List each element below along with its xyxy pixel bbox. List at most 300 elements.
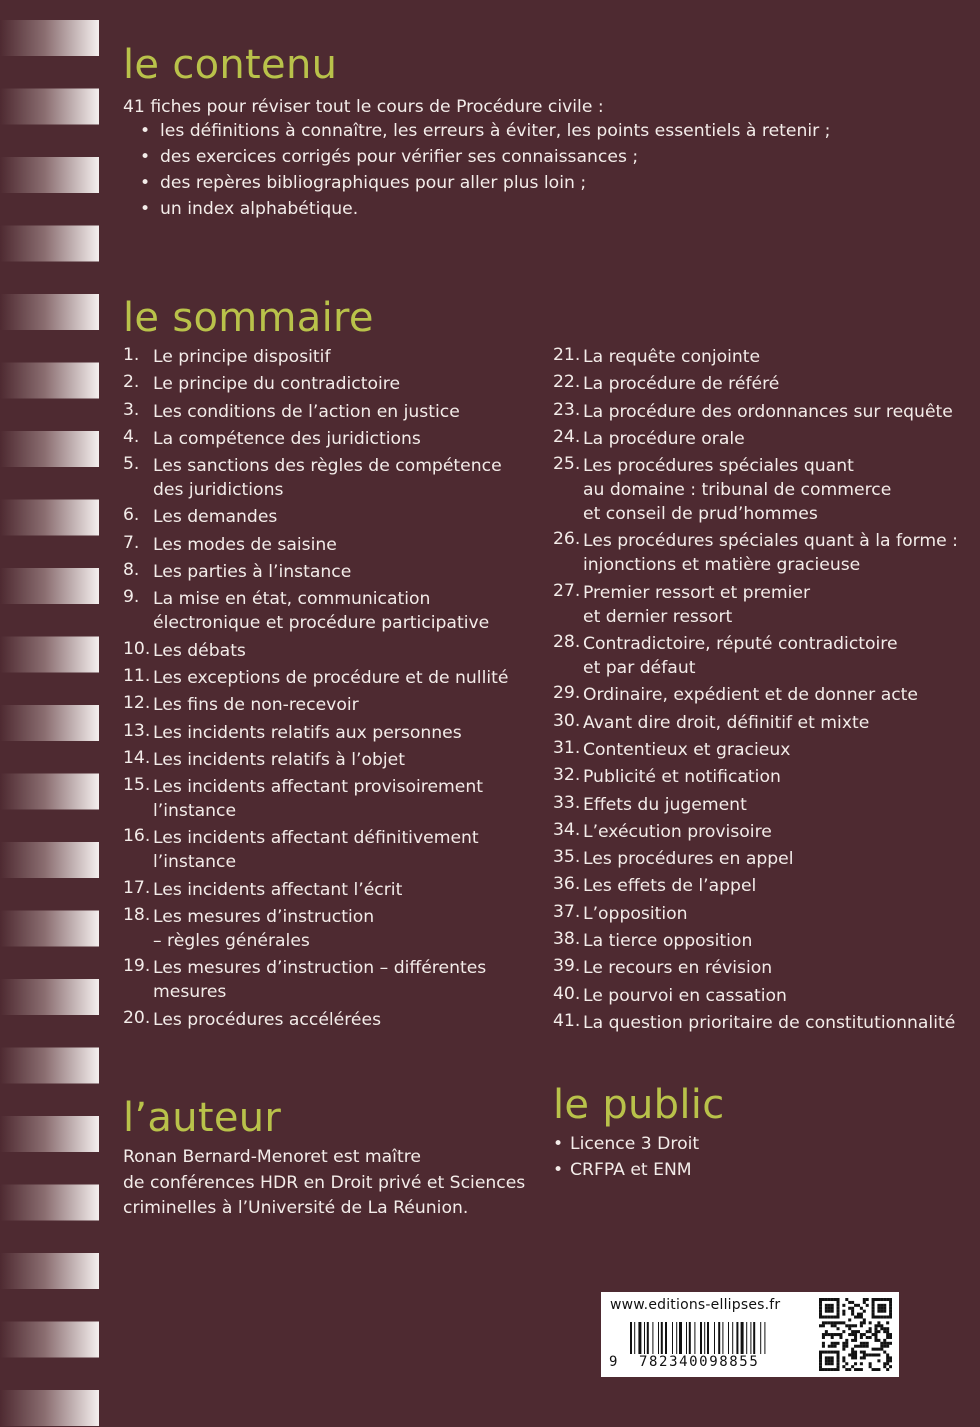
qr-module [837, 1307, 840, 1310]
qr-module [883, 1351, 886, 1354]
qr-module [883, 1298, 886, 1301]
toc-title-line: La procédure de référé [583, 374, 780, 395]
toc-title-line: Les sanctions des règles de compétence [153, 456, 502, 477]
qr-module [834, 1333, 837, 1336]
qr-module [883, 1327, 886, 1330]
qr-module [837, 1342, 840, 1345]
qr-module [825, 1359, 828, 1362]
toc-title-line: La procédure des ordonnances sur requête [583, 401, 953, 422]
contenu-bullets [123, 118, 830, 222]
toc-title-line: Les mesures d’instruction [153, 907, 375, 928]
qr-module [886, 1362, 889, 1365]
qr-module [828, 1321, 831, 1324]
qr-module [869, 1321, 872, 1324]
qr-module [889, 1301, 892, 1304]
qr-module [831, 1304, 834, 1307]
qr-module [877, 1324, 880, 1327]
barcode-bar [634, 1322, 635, 1354]
qr-module [874, 1368, 877, 1371]
toc-title [153, 345, 331, 369]
toc-number: 19. [123, 956, 151, 977]
qr-module [822, 1342, 825, 1345]
qr-code-icon [819, 1298, 892, 1371]
qr-module [883, 1304, 886, 1307]
toc-title-line: Les incidents relatifs à l’objet [153, 749, 405, 770]
stripe-band [0, 637, 99, 673]
qr-module [819, 1359, 822, 1362]
toc-title [583, 765, 781, 789]
qr-module [866, 1342, 869, 1345]
qr-module [883, 1365, 886, 1368]
toc-title-line: Les incidents affectant provisoirement [153, 777, 483, 798]
toc-title [153, 666, 508, 690]
toc-title [583, 738, 790, 762]
toc-number: 13. [123, 720, 151, 741]
qr-module [886, 1359, 889, 1362]
qr-module [854, 1324, 857, 1327]
qr-module [889, 1313, 892, 1316]
toc-item [123, 905, 508, 953]
auteur-bio [123, 1145, 525, 1222]
barcode-bar [644, 1322, 645, 1354]
qr-module [831, 1333, 834, 1336]
toc-number: 11. [123, 665, 151, 686]
public-bullet: • Licence 3 Droit [553, 1131, 699, 1157]
qr-module [819, 1351, 822, 1354]
qr-module [842, 1356, 845, 1359]
toc-title-line: Premier ressort et premier [583, 582, 811, 603]
qr-module [822, 1298, 825, 1301]
toc-title-line: L’exécution provisoire [583, 821, 772, 842]
qr-module [889, 1298, 892, 1301]
qr-module [886, 1345, 889, 1348]
stripe-band [0, 842, 99, 878]
toc-title-line: l’instance [153, 852, 237, 873]
toc-title [583, 793, 747, 817]
toc-title-line: électronique et procédure participative [153, 613, 490, 634]
qr-module [883, 1330, 886, 1333]
qr-module [851, 1348, 854, 1351]
qr-module [825, 1351, 828, 1354]
qr-module [880, 1327, 883, 1330]
qr-module [825, 1316, 828, 1319]
qr-module [886, 1353, 889, 1356]
barcode-bar [714, 1322, 715, 1354]
qr-module [880, 1316, 883, 1319]
qr-module [851, 1351, 854, 1354]
qr-module [889, 1359, 892, 1362]
qr-module [854, 1353, 857, 1356]
qr-module [819, 1304, 822, 1307]
toc-title [583, 1011, 955, 1035]
toc-title-line: L’opposition [583, 903, 688, 924]
toc-item [553, 372, 958, 396]
auteur-bio-line: de conférences HDR en Droit privé et Sciences [123, 1172, 526, 1193]
toc-item [553, 874, 958, 898]
toc-item [553, 738, 958, 762]
toc-title-line: et dernier ressort [583, 606, 733, 627]
qr-module [834, 1321, 837, 1324]
qr-module [857, 1316, 860, 1319]
qr-module [828, 1310, 831, 1313]
toc-title [583, 345, 760, 369]
qr-module [872, 1304, 875, 1307]
qr-module [889, 1336, 892, 1339]
qr-module [831, 1362, 834, 1365]
qr-module [874, 1336, 877, 1339]
toc-item [123, 345, 508, 369]
stripe-band [0, 89, 99, 125]
qr-module [834, 1324, 837, 1327]
qr-module [819, 1298, 822, 1301]
qr-module [869, 1365, 872, 1368]
qr-module [866, 1353, 869, 1356]
toc-number: 10. [123, 638, 151, 659]
toc-item [123, 693, 508, 717]
qr-module [831, 1342, 834, 1345]
qr-module [860, 1345, 863, 1348]
qr-module [863, 1356, 866, 1359]
toc-item [553, 820, 958, 844]
qr-module [860, 1333, 863, 1336]
barcode-bar [764, 1322, 765, 1354]
toc-title-line: Contradictoire, réputé contradictoire [583, 634, 898, 655]
stripe-band [0, 1390, 99, 1426]
qr-module [880, 1307, 883, 1310]
toc-title-line: La question prioritaire de constitutionnalité [583, 1012, 956, 1033]
qr-module [886, 1333, 889, 1336]
qr-module [851, 1339, 854, 1342]
qr-module [886, 1356, 889, 1359]
qr-module [825, 1356, 828, 1359]
qr-module [869, 1362, 872, 1365]
qr-module [886, 1321, 889, 1324]
qr-module [854, 1336, 857, 1339]
qr-module [819, 1353, 822, 1356]
toc-title [583, 581, 810, 629]
qr-module [851, 1353, 854, 1356]
toc-title-line: et par défaut [583, 658, 696, 679]
toc-number: 21. [553, 345, 581, 365]
toc-item [123, 639, 508, 663]
qr-module [874, 1327, 877, 1330]
qr-module [854, 1362, 857, 1365]
qr-module [851, 1310, 854, 1313]
qr-module [854, 1351, 857, 1354]
toc-item [123, 1008, 508, 1032]
toc-title-line: des juridictions [153, 480, 284, 501]
qr-module [828, 1356, 831, 1359]
toc-number: 1. [123, 345, 140, 365]
toc-title-line: Les mesures d’instruction – différentes [153, 958, 487, 979]
barcode-bar [760, 1322, 761, 1354]
qr-module [854, 1304, 857, 1307]
qr-module [863, 1333, 866, 1336]
qr-module [848, 1307, 851, 1310]
auteur-heading: l’auteur [123, 1095, 282, 1141]
qr-module [886, 1342, 889, 1345]
qr-module [842, 1313, 845, 1316]
toc-title [153, 721, 462, 745]
qr-module [883, 1307, 886, 1310]
qr-module [845, 1368, 848, 1371]
toc-number: 39. [553, 956, 581, 977]
toc-title-line: Les procédures accélérées [153, 1009, 382, 1030]
qr-module [880, 1348, 883, 1351]
qr-module [837, 1333, 840, 1336]
qr-module [866, 1330, 869, 1333]
qr-module [889, 1304, 892, 1307]
toc-item [553, 1011, 958, 1035]
qr-module [822, 1321, 825, 1324]
qr-module [869, 1353, 872, 1356]
toc-title-line: Le principe du contradictoire [153, 374, 401, 395]
toc-item [553, 711, 958, 735]
qr-module [825, 1298, 828, 1301]
qr-module [828, 1333, 831, 1336]
toc-item [123, 505, 508, 529]
qr-module [828, 1359, 831, 1362]
qr-module [831, 1298, 834, 1301]
toc-title-line: La compétence des juridictions [153, 428, 421, 449]
toc-number: 2. [123, 372, 140, 393]
qr-module [825, 1330, 828, 1333]
qr-module [822, 1336, 825, 1339]
toc-title-line: La tierce opposition [583, 931, 753, 952]
qr-module [872, 1307, 875, 1310]
sommaire-heading: le sommaire [123, 295, 374, 341]
qr-module [872, 1313, 875, 1316]
qr-module [851, 1356, 854, 1359]
qr-module [845, 1342, 848, 1345]
toc-title-line: Le principe dispositif [153, 347, 331, 367]
sommaire-left-column [123, 345, 508, 1035]
toc-number: 12. [123, 693, 151, 714]
toc-title-line: La requête conjointe [583, 347, 761, 367]
qr-module [825, 1333, 828, 1336]
toc-number: 29. [553, 683, 581, 704]
qr-module [825, 1368, 828, 1371]
qr-module [889, 1307, 892, 1310]
toc-number: 24. [553, 426, 581, 447]
toc-title [583, 632, 898, 680]
toc-title [153, 505, 277, 529]
qr-module [877, 1339, 880, 1342]
qr-module [889, 1365, 892, 1368]
qr-module [874, 1298, 877, 1301]
qr-module [854, 1339, 857, 1342]
toc-title [583, 847, 794, 871]
toc-number: 6. [123, 505, 140, 526]
toc-item [123, 560, 508, 584]
toc-number: 26. [553, 529, 581, 550]
toc-number: 20. [123, 1007, 151, 1028]
qr-module [839, 1333, 842, 1336]
auteur-bio-line: Ronan Bernard-Menoret est maître [123, 1147, 421, 1167]
toc-number: 3. [123, 399, 140, 420]
qr-module [874, 1316, 877, 1319]
qr-module [819, 1368, 822, 1371]
qr-module [889, 1316, 892, 1319]
qr-module [869, 1330, 872, 1333]
qr-module [854, 1345, 857, 1348]
toc-number: 4. [123, 426, 140, 447]
toc-title [583, 956, 772, 980]
qr-module [866, 1345, 869, 1348]
toc-title [153, 693, 359, 717]
barcode-bar [722, 1322, 723, 1354]
toc-title [583, 711, 869, 735]
toc-number: 38. [553, 929, 581, 950]
qr-module [872, 1301, 875, 1304]
stripe-band [0, 226, 99, 262]
qr-module [851, 1313, 854, 1316]
toc-item [553, 984, 958, 1008]
barcode-bar [700, 1322, 702, 1354]
toc-item [123, 826, 508, 874]
qr-module [886, 1330, 889, 1333]
qr-module [828, 1362, 831, 1365]
barcode-bar [676, 1322, 677, 1354]
qr-module [831, 1321, 834, 1324]
qr-module [857, 1368, 860, 1371]
auteur-bio-line: criminelles à l’Université de La Réunion. [123, 1198, 469, 1218]
qr-module [851, 1324, 854, 1327]
toc-number: 7. [123, 532, 140, 553]
qr-module [880, 1310, 883, 1313]
qr-module [842, 1348, 845, 1351]
stripe-band [0, 979, 99, 1015]
toc-title-line: mesures [153, 982, 227, 1003]
toc-title-line: – règles générales [153, 931, 310, 952]
qr-module [857, 1330, 860, 1333]
barcode-bar [652, 1322, 653, 1354]
qr-module [851, 1333, 854, 1336]
toc-title-line: Les procédures spéciales quant [583, 456, 854, 477]
qr-module [848, 1353, 851, 1356]
qr-module [839, 1336, 842, 1339]
barcode-bar [661, 1322, 663, 1354]
toc-number: 8. [123, 560, 140, 581]
qr-module [877, 1353, 880, 1356]
qr-module [874, 1333, 877, 1336]
qr-module [866, 1304, 869, 1307]
toc-number: 28. [553, 632, 581, 653]
qr-module [863, 1301, 866, 1304]
toc-title-line: Les effets de l’appel [583, 876, 757, 897]
qr-module [866, 1336, 869, 1339]
qr-module [860, 1336, 863, 1339]
stripe-band [0, 1185, 99, 1221]
qr-module [877, 1304, 880, 1307]
toc-item [123, 372, 508, 396]
toc-title [153, 533, 337, 557]
public-heading: le public [553, 1082, 725, 1128]
toc-item [553, 345, 958, 369]
toc-number: 41. [553, 1010, 581, 1031]
toc-title [583, 454, 891, 526]
qr-module [860, 1362, 863, 1365]
qr-module [819, 1307, 822, 1310]
toc-number: 27. [553, 580, 581, 601]
isbn-lead-digit: 9 [609, 1354, 618, 1370]
barcode-bar [718, 1322, 720, 1354]
toc-title [153, 1008, 381, 1032]
qr-module [877, 1359, 880, 1362]
toc-title-line: et conseil de prud’hommes [583, 504, 818, 525]
toc-title-line: Les incidents affectant l’écrit [153, 879, 403, 900]
toc-number: 23. [553, 399, 581, 420]
toc-title [153, 905, 374, 953]
toc-item [553, 400, 958, 424]
barcode-bar [741, 1322, 744, 1354]
qr-module [860, 1307, 863, 1310]
toc-item [553, 427, 958, 451]
toc-title [153, 400, 460, 424]
qr-module [860, 1316, 863, 1319]
qr-module [819, 1324, 822, 1327]
qr-module [854, 1330, 857, 1333]
publisher-website[interactable]: www.editions-ellipses.fr [610, 1297, 781, 1313]
toc-title-line: Les exceptions de procédure et de nullité [153, 667, 509, 688]
toc-title [153, 956, 486, 1004]
qr-module [828, 1304, 831, 1307]
toc-title-line: Les modes de saisine [153, 534, 337, 555]
public-bullet: • CRFPA et ENM [553, 1157, 699, 1183]
qr-module [872, 1333, 875, 1336]
qr-module [860, 1313, 863, 1316]
qr-module [863, 1298, 866, 1301]
toc-number: 15. [123, 775, 151, 796]
toc-item [553, 632, 958, 680]
stripe-band [0, 911, 99, 947]
qr-module [834, 1351, 837, 1354]
stripe-band [0, 431, 99, 467]
qr-module [860, 1321, 863, 1324]
toc-item [123, 427, 508, 451]
toc-title [153, 427, 421, 451]
toc-title [583, 929, 752, 953]
qr-module [886, 1336, 889, 1339]
toc-title [153, 587, 489, 635]
qr-module [837, 1298, 840, 1301]
toc-item [123, 533, 508, 557]
toc-item [553, 529, 958, 577]
qr-module [848, 1368, 851, 1371]
qr-module [828, 1345, 831, 1348]
toc-number: 34. [553, 819, 581, 840]
barcode-bar [672, 1322, 673, 1354]
barcode-bar [638, 1322, 641, 1354]
barcode-bar [707, 1322, 709, 1354]
barcode-panel [601, 1292, 899, 1377]
qr-module [883, 1316, 886, 1319]
qr-module [877, 1330, 880, 1333]
qr-module [880, 1324, 883, 1327]
qr-module [877, 1298, 880, 1301]
toc-item [123, 666, 508, 690]
qr-module [886, 1316, 889, 1319]
qr-module [886, 1327, 889, 1330]
qr-module [842, 1342, 845, 1345]
toc-title-line: Publicité et notification [583, 767, 781, 788]
stripe-band [0, 20, 99, 56]
qr-module [837, 1362, 840, 1365]
stripe-band [0, 774, 99, 810]
qr-module [822, 1316, 825, 1319]
qr-module [828, 1307, 831, 1310]
toc-number: 32. [553, 765, 581, 786]
